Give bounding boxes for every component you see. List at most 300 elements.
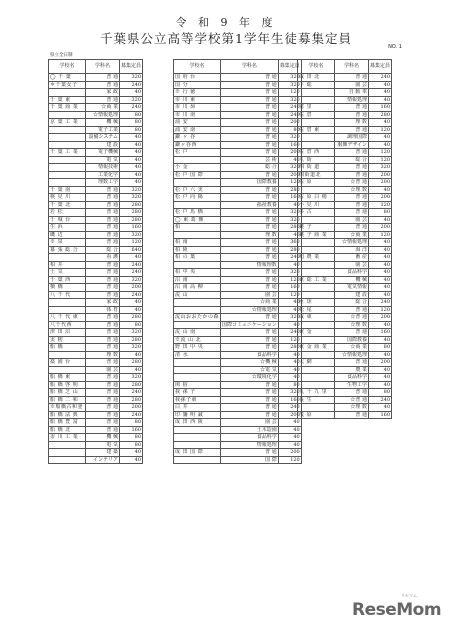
school-header: 学校名 <box>174 60 221 74</box>
course-name: 普 通 <box>221 81 279 89</box>
capacity-value: 280 <box>278 186 301 194</box>
capacity-value: 360 <box>278 239 301 247</box>
capacity-value: 200 <box>369 194 392 202</box>
school-name: 犢 橋 <box>49 284 86 292</box>
section-label: 県立全日制 <box>50 53 73 58</box>
course-name: 普 通 <box>86 374 120 382</box>
table-row <box>49 381 143 389</box>
school-name <box>174 201 221 209</box>
capacity-value: 40 <box>278 321 301 329</box>
capacity-value: 160 <box>369 411 392 419</box>
course-name: 普 通 <box>86 336 120 344</box>
course-name: 普 通 <box>86 74 120 82</box>
course-name: ☆普 通 <box>335 314 369 322</box>
course-name: 理数工学 <box>86 179 120 187</box>
course-name: 普 通 <box>335 306 369 314</box>
capacity-value: 320 <box>278 81 301 89</box>
capacity-header: 募集定員 <box>369 60 392 74</box>
table-row <box>298 126 392 134</box>
school-name <box>174 321 221 329</box>
table-row <box>49 359 143 367</box>
course-name: 農 業 <box>335 366 369 374</box>
course-header: 学科名 <box>86 60 120 74</box>
course-name: 食品科学 <box>221 351 279 359</box>
course-name: 機 械 <box>86 119 120 127</box>
capacity-value: 120 <box>369 231 392 239</box>
table-row <box>298 374 392 382</box>
table-row <box>49 74 143 82</box>
table-row <box>174 261 302 269</box>
school-name: 浦 安 <box>174 119 221 127</box>
capacity-value: 320 <box>278 389 301 397</box>
course-name: 情報処理 <box>335 96 369 104</box>
capacity-value: 80 <box>278 126 301 134</box>
school-name: 市 川 南 <box>174 111 221 119</box>
school-name: 松 戸 国 際 <box>174 171 221 179</box>
school-name: ＊千葉女子 <box>49 81 86 89</box>
capacity-value: 80 <box>278 381 301 389</box>
course-header: 学科名 <box>335 60 369 74</box>
table-row <box>49 389 143 397</box>
capacity-value: 40 <box>369 216 392 224</box>
capacity-value: 320 <box>278 209 301 217</box>
capacity-value: 40 <box>120 306 143 314</box>
table-row <box>49 374 143 382</box>
school-name <box>49 89 86 97</box>
table-row <box>298 314 392 322</box>
capacity-value: 40 <box>278 351 301 359</box>
table-row <box>298 119 392 127</box>
capacity-value: 280 <box>120 359 143 367</box>
capacity-value: 240 <box>120 291 143 299</box>
capacity-value: 120 <box>278 179 301 187</box>
table-row <box>298 261 392 269</box>
course-name: 園 芸 <box>335 216 369 224</box>
table-header <box>174 60 302 74</box>
school-name: 津 田 沼 <box>49 329 86 337</box>
school-name <box>298 261 335 269</box>
school-name <box>298 246 335 254</box>
table-row <box>49 246 143 254</box>
capacity-value: 40 <box>369 119 392 127</box>
school-name: 生 浜 <box>49 224 86 232</box>
school-name <box>49 456 86 464</box>
school-name <box>298 269 335 277</box>
capacity-value: 80 <box>369 209 392 217</box>
course-name: 普 通 <box>86 231 120 239</box>
capacity-value: 40 <box>120 171 143 179</box>
capacity-value: 320 <box>369 164 392 172</box>
school-name: 我 孫 子 <box>174 389 221 397</box>
school-name: 流 山 南 <box>174 329 221 337</box>
table-row <box>174 171 302 179</box>
course-name: 土木造園 <box>221 426 279 434</box>
capacity-value: 320 <box>278 164 301 172</box>
course-name: 普 通 <box>221 314 279 322</box>
school-name: 佐 倉 <box>298 111 335 119</box>
school-name: 四 街 道 <box>298 164 335 172</box>
table-row <box>49 164 143 172</box>
capacity-value: 240 <box>278 111 301 119</box>
course-name: 普 通 <box>86 284 120 292</box>
table-row <box>298 179 392 187</box>
table-row <box>49 366 143 374</box>
course-name: 普 通 <box>86 359 120 367</box>
school-name: 小 見 川 <box>298 201 335 209</box>
table-row <box>49 231 143 239</box>
capacity-value: 240 <box>278 254 301 262</box>
school-name: 八 千 代 <box>49 291 86 299</box>
table-row <box>49 209 143 217</box>
capacity-value: 40 <box>120 351 143 359</box>
school-name: 成 田 国 際 <box>174 449 221 457</box>
table-row <box>298 351 392 359</box>
course-name: 建 設 <box>335 291 369 299</box>
course-name: 建 設 <box>86 141 120 149</box>
table-row <box>298 336 392 344</box>
table-row <box>174 96 302 104</box>
course-name: 情報処理 <box>221 441 279 449</box>
course-name: 園 芸 <box>221 291 279 299</box>
document-title: 千葉県公立高等学校第1学年生徒募集定員 <box>100 31 352 46</box>
course-name: 総 合 <box>221 164 279 172</box>
capacity-value: 280 <box>120 336 143 344</box>
capacity-value: 320 <box>278 269 301 277</box>
course-name: 普 通 <box>86 389 120 397</box>
table-row <box>49 344 143 352</box>
capacity-value: 120 <box>120 239 143 247</box>
table-row <box>174 359 302 367</box>
table-row <box>298 216 392 224</box>
capacity-value: 120 <box>369 306 392 314</box>
capacity-value: 200 <box>369 314 392 322</box>
school-name: 市 川 東 <box>174 96 221 104</box>
school-name: 松 戸 六 実 <box>174 186 221 194</box>
capacity-value: 160 <box>120 426 143 434</box>
school-name: 清 水 <box>174 351 221 359</box>
table-row <box>49 269 143 277</box>
school-name: 柏 井 <box>49 261 86 269</box>
capacity-value: 160 <box>369 329 392 337</box>
table-row <box>174 404 302 412</box>
course-name: 福祉教養 <box>221 201 279 209</box>
course-name: ☆理 数 <box>335 186 369 194</box>
capacity-value: 40 <box>120 254 143 262</box>
course-name: 普 通 <box>221 449 279 457</box>
school-name: 小 金 <box>174 164 221 172</box>
capacity-value: 160 <box>278 141 301 149</box>
table-row <box>49 276 143 284</box>
course-name: 普 通 <box>86 381 120 389</box>
capacity-value: 40 <box>369 374 392 382</box>
table-row <box>298 194 392 202</box>
table-row <box>174 434 302 442</box>
table-row <box>174 186 302 194</box>
table-row <box>174 351 302 359</box>
school-name <box>174 374 221 382</box>
course-name: 普 通 <box>335 209 369 217</box>
table-row <box>174 344 302 352</box>
capacity-value: 320 <box>120 74 143 82</box>
capacity-value: 320 <box>120 231 143 239</box>
course-name: ☆理 数 <box>335 321 369 329</box>
school-name <box>49 134 86 142</box>
capacity-value: 40 <box>120 299 143 307</box>
capacity-value: 40 <box>120 149 143 157</box>
table-row <box>49 396 143 404</box>
capacity-value: 40 <box>278 306 301 314</box>
capacity-value: 80 <box>120 441 143 449</box>
school-name: 柏 中 央 <box>174 269 221 277</box>
school-name: 千 葉 北 <box>49 201 86 209</box>
capacity-value: 160 <box>278 194 301 202</box>
table-row <box>174 254 302 262</box>
capacity-value: 320 <box>120 374 143 382</box>
table-row <box>49 104 143 112</box>
course-name: 園 芸 <box>221 419 279 427</box>
course-name: 畜 産 <box>335 254 369 262</box>
table-row <box>298 389 392 397</box>
table-row <box>298 404 392 412</box>
school-name <box>49 179 86 187</box>
school-name: 関 宿 <box>174 381 221 389</box>
school-name: ※ 行 徳 <box>174 89 221 97</box>
course-name: 理 数 <box>86 351 120 359</box>
course-name: 普 通 <box>221 119 279 127</box>
school-name: ※流 山 北 <box>174 336 221 344</box>
capacity-value: 40 <box>120 164 143 172</box>
capacity-value: 160 <box>278 396 301 404</box>
course-name: 食品科学 <box>335 374 369 382</box>
capacity-value: 240 <box>369 74 392 82</box>
course-name: 園 芸 <box>86 366 120 374</box>
capacity-value: 160 <box>120 224 143 232</box>
school-name: 松 戸 向 陽 <box>174 194 221 202</box>
table-row <box>174 269 302 277</box>
table-row <box>49 306 143 314</box>
course-name: ☆情報処理 <box>335 351 369 359</box>
course-name: 普 通 <box>86 81 120 89</box>
table-row <box>298 231 392 239</box>
course-name: 普 通 <box>221 344 279 352</box>
table-row <box>49 194 143 202</box>
table-row <box>49 171 143 179</box>
table-row <box>174 366 302 374</box>
capacity-value: 200 <box>369 224 392 232</box>
course-name: 普 通 <box>86 224 120 232</box>
course-name: 食品科学 <box>335 269 369 277</box>
course-name: 普 通 <box>335 104 369 112</box>
capacity-value: 280 <box>278 344 301 352</box>
table-row <box>49 111 143 119</box>
course-name: 普 通 <box>221 104 279 112</box>
course-name: 普 通 <box>335 194 369 202</box>
capacity-value: 320 <box>120 96 143 104</box>
course-name: 電気情報 <box>335 284 369 292</box>
table-row <box>49 321 143 329</box>
school-name: 千 葉 東 <box>49 96 86 104</box>
table-row <box>174 134 302 142</box>
school-name: ※ 泉 <box>49 239 86 247</box>
capacity-value: 280 <box>120 396 143 404</box>
course-name: 家 政 <box>86 299 120 307</box>
school-name: 国 府 台 <box>174 74 221 82</box>
school-name <box>174 434 221 442</box>
course-name: ☆機 械 <box>221 359 279 367</box>
course-name: 国際コミュニケーション <box>222 321 277 328</box>
table-row <box>174 389 302 397</box>
table-row <box>298 81 392 89</box>
table-row <box>298 149 392 157</box>
capacity-value: 120 <box>278 456 301 464</box>
capacity-value: 240 <box>120 411 143 419</box>
school-name: 磯 辺 <box>49 231 86 239</box>
table-row <box>174 209 302 217</box>
school-name: 船 橋 東 <box>49 374 86 382</box>
course-name: 普 通 <box>86 269 120 277</box>
capacity-value: 40 <box>278 299 301 307</box>
school-name: 幕 張 総 合 <box>49 246 86 254</box>
capacity-value: 160 <box>278 284 301 292</box>
table-row <box>298 299 392 307</box>
brand-logo: ReseMom <box>352 600 442 620</box>
capacity-value: 240 <box>120 81 143 89</box>
course-name: 普 通 <box>335 149 369 157</box>
table-row <box>174 119 302 127</box>
table-row <box>298 239 392 247</box>
course-name: ☆情報処理 <box>221 306 279 314</box>
course-name: インテリア <box>86 456 120 464</box>
school-name <box>298 336 335 344</box>
course-name: 普 通 <box>86 201 120 209</box>
capacity-value: 80 <box>120 111 143 119</box>
capacity-value: 320 <box>120 194 143 202</box>
capacity-value: 40 <box>369 269 392 277</box>
school-name: 薬 園 台 <box>49 359 86 367</box>
table-row <box>49 89 143 97</box>
course-name: 看 護 <box>86 254 120 262</box>
table-row <box>298 276 392 284</box>
course-name: 普 通 <box>221 381 279 389</box>
capacity-value: 320 <box>278 216 301 224</box>
table-row <box>174 284 302 292</box>
table-row <box>174 126 302 134</box>
course-name: 普 通 <box>335 74 369 82</box>
table-row <box>49 434 143 442</box>
table-row <box>298 366 392 374</box>
capacity-value: 120 <box>278 336 301 344</box>
capacity-value: 40 <box>369 336 392 344</box>
capacity-value: 120 <box>369 201 392 209</box>
course-name: 普 通 <box>221 209 279 217</box>
capacity-value: 240 <box>120 261 143 269</box>
capacity-value: 40 <box>120 456 143 464</box>
table-row <box>298 104 392 112</box>
capacity-value: 40 <box>369 321 392 329</box>
capacity-value: 80 <box>120 321 143 329</box>
capacity-header: 募集定員 <box>278 60 301 74</box>
course-name: 普 通 <box>221 96 279 104</box>
capacity-value: 80 <box>369 389 392 397</box>
school-name: 千 葉 南 <box>49 186 86 194</box>
capacity-value: 120 <box>278 276 301 284</box>
school-name: 大 網 <box>298 359 335 367</box>
course-name: 建 築 <box>86 449 120 457</box>
capacity-value: 200 <box>120 404 143 412</box>
school-name <box>298 321 335 329</box>
table-row <box>49 329 143 337</box>
table-row <box>174 141 302 149</box>
school-name: 佐 原 <box>298 179 335 187</box>
capacity-value: 40 <box>369 276 392 284</box>
capacity-value: 40 <box>278 374 301 382</box>
course-name: 普 通 <box>221 74 279 82</box>
course-name: 普 通 <box>221 149 279 157</box>
school-name: 我孫子東 <box>174 396 221 404</box>
capacity-value: 40 <box>369 239 392 247</box>
table-row <box>174 224 302 232</box>
course-name: 普 通 <box>335 126 369 134</box>
course-name: 普 通 <box>335 224 369 232</box>
table-row <box>298 74 392 82</box>
capacity-value: 40 <box>120 141 143 149</box>
course-name: 工業化学 <box>86 171 120 179</box>
table-row <box>49 456 143 464</box>
school-name <box>49 171 86 179</box>
school-name <box>174 179 221 187</box>
course-name: ☆理 数 <box>335 404 369 412</box>
table-row <box>174 329 302 337</box>
capacity-value: 40 <box>369 81 392 89</box>
school-name: 長 生 <box>298 396 335 404</box>
course-name: 機 械 <box>335 276 369 284</box>
school-name <box>174 231 221 239</box>
school-name: 成 東 <box>298 314 335 322</box>
table-row <box>298 254 392 262</box>
capacity-value: 40 <box>120 449 143 457</box>
table-row <box>49 441 143 449</box>
course-name: 情報理数 <box>221 261 279 269</box>
school-name: 船 橋 芝 山 <box>49 389 86 397</box>
course-name: 普 通 <box>86 329 120 337</box>
capacity-value: 40 <box>120 179 143 187</box>
course-name: 普 通 <box>221 111 279 119</box>
table-row <box>174 201 302 209</box>
school-name: 松 戸 馬 橋 <box>174 209 221 217</box>
school-name: 国 分 <box>174 81 221 89</box>
course-name: ☆商 業 <box>221 299 279 307</box>
capacity-value: 40 <box>369 404 392 412</box>
course-name: 普 通 <box>221 276 279 284</box>
course-name: 情報技術 <box>86 164 120 172</box>
course-name: 普 通 <box>335 171 369 179</box>
capacity-value: 40 <box>278 426 301 434</box>
course-name: 海 洋 <box>335 246 369 254</box>
course-name: 普 通 <box>335 329 369 337</box>
school-name: 千 葉 西 <box>49 276 86 284</box>
school-name <box>298 239 335 247</box>
table-row <box>49 156 143 164</box>
capacity-value: 240 <box>278 104 301 112</box>
capacity-value: 40 <box>369 141 392 149</box>
course-name: 普 通 <box>86 291 120 299</box>
capacity-value: 120 <box>278 291 301 299</box>
table-row <box>298 344 392 352</box>
school-name <box>298 96 335 104</box>
capacity-value: 200 <box>278 449 301 457</box>
school-name <box>298 381 335 389</box>
capacity-value: 200 <box>120 284 143 292</box>
